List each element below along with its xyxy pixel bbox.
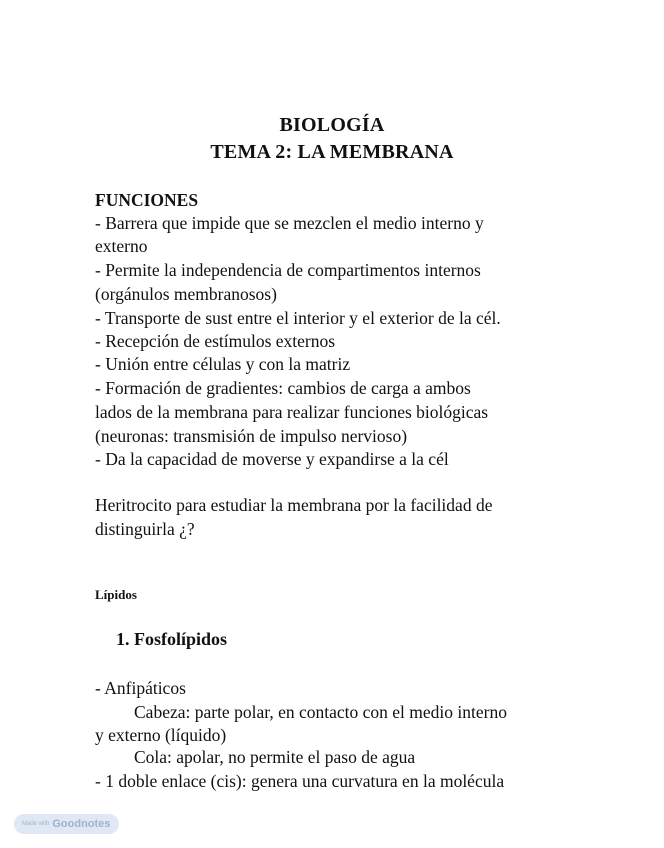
text-line: - Unión entre células y con la matriz <box>95 354 351 374</box>
text-line: lados de la membrana para realizar funciones biológicas <box>95 402 489 422</box>
text-line: - Permite la independencia de compartimentos internos <box>95 260 481 280</box>
document-title: BIOLOGÍA <box>279 114 385 136</box>
text-line: - Formación de gradientes: cambios de carga a ambos <box>95 378 471 398</box>
section-heading-lipidos: Lípidos <box>95 587 137 602</box>
text-line: - Da la capacidad de moverse y expandirse a la cél <box>95 449 449 469</box>
text-line: externo <box>95 236 148 256</box>
section-heading-funciones: FUNCIONES <box>95 190 199 210</box>
document-subtitle: TEMA 2: LA MEMBRANA <box>210 141 454 163</box>
badge-prefix: Made with <box>22 821 50 827</box>
text-line: (neuronas: transmisión de impulso nervioso) <box>95 426 408 446</box>
text-line: - Barrera que impide que se mezclen el medio interno y <box>95 213 484 233</box>
text-line: Cabeza: parte polar, en contacto con el medio interno <box>134 702 507 722</box>
text-line: - Transporte de sust entre el interior y el exterior de la cél. <box>95 308 501 328</box>
note-line: distinguirla ¿? <box>95 519 195 539</box>
goodnotes-logo-text: Goodnotes <box>52 818 111 830</box>
subheading-fosfolipidos: 1. Fosfolípidos <box>116 629 228 649</box>
note-line: Heritrocito para estudiar la membrana por la facilidad de <box>95 495 493 515</box>
text-line: - Recepción de estímulos externos <box>95 331 336 351</box>
text-line: - Anfipáticos <box>95 678 186 698</box>
made-with-goodnotes-badge[interactable] <box>14 814 119 834</box>
text-line: y externo (líquido) <box>95 725 227 745</box>
text-line: Cola: apolar, no permite el paso de agua <box>134 747 416 767</box>
text-line: (orgánulos membranosos) <box>95 284 277 304</box>
text-line: - 1 doble enlace (cis): genera una curvatura en la molécula <box>95 771 505 791</box>
